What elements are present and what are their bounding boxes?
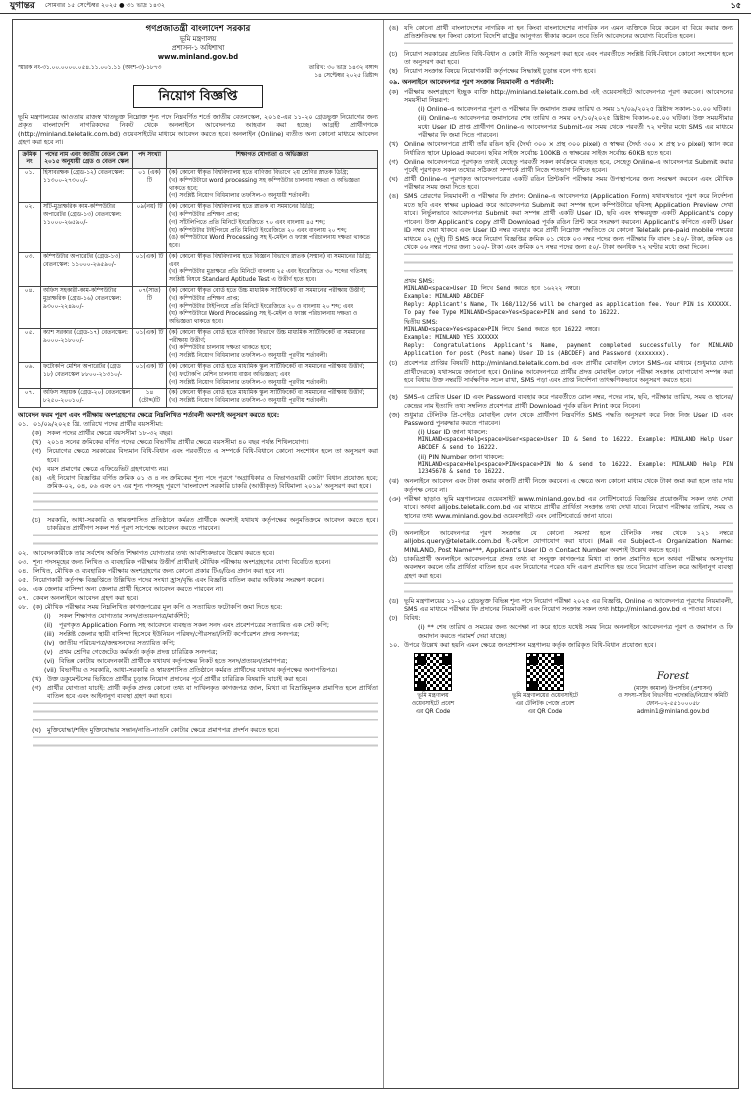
item-number: ০৫. xyxy=(18,576,29,585)
list-item xyxy=(18,474,378,491)
item-text: MINLAND<space>Help<space>PIN<space>PIN No & send to 16222. Example: MINLAND Help PIN 12345678 & send to 16222. xyxy=(417,461,733,476)
item-number: (গ) xyxy=(32,447,42,456)
item-text: সংশ্লিষ্ট জেলার স্থায়ী বাসিন্দা হিসেবে ইউনিয়ন পরিষদ/পৌরসভা/সিটি কর্পোরেশন প্রদত্ত সনদপত্র; xyxy=(59,629,300,638)
item-number: (ট) xyxy=(388,528,398,537)
list-item xyxy=(389,453,733,461)
item-text: SMS প্রেরণের নিয়মাবলী ও পরীক্ষার ফি প্রদান: Online-এ আবেদনপত্র (Application Form) যথাযথভাবে পূরণ করে নির্দেশনা মতে ছবি এবং স্বাক্ষর upload করে আবেদনপত্র Submit করা সম্পন্ন হলে কম্পিউটারে ছবিসহ Application Preview দেখা যাবে। নির্ভুলভাবে আবেদনপত্র Submit করা সম্পন্ন প্রার্থী একটি User ID, ছবি এবং স্বাক্ষরযুক্ত একটি Applicant's copy পাবেন। উক্ত Applicant's copy প্রার্থী Download পূর্বক রঙিন প্রিন্ট করে সংরক্ষণ করবেন। Applicant's কপিতে একটি User ID নম্বর দেয়া থাকবে এবং User ID নম্বর ব্যবহার করে প্রার্থী নিম্নোক্ত পদ্ধতিতে যে কোনো Teletalk pre-paid mobile নম্বরের মাধ্যমে ০২ (দুই) টি SMS করে নিয়োগ বিজ্ঞপ্তির ক্রমিক ০১ থেকে ০৩ নম্বর পদের জন্য পরীক্ষার ফি বাবদ ১৫০/- টাকা, ক্রমিক ০৪ থেকে ০৬ নম্বর পদের জন্য ১০০/- টাকা এবং ক্রমিক ০৭ নম্বর পদের জন্য ৫০/- টাকা অনধিক ৭২ ঘণ্টার মধ্যে জমা দিবেন। xyxy=(403,192,733,252)
signer-info xyxy=(613,670,733,717)
item-number xyxy=(389,327,401,335)
text-continuation xyxy=(404,581,733,597)
list-item xyxy=(389,555,733,580)
item-number xyxy=(403,428,415,436)
item-number: (ড) xyxy=(388,597,399,606)
item-number: (গ) xyxy=(388,157,399,166)
table-row xyxy=(19,363,378,389)
handwritten-signature: Forest xyxy=(656,670,690,682)
item-number xyxy=(389,286,401,294)
item-number: (খ) xyxy=(32,674,42,683)
list-item xyxy=(18,558,378,566)
post-cell: ফটোকপি মেশিন অপারেটর (গ্রেড ১৮) বেতনস্কেল ৮৮০০-২১৩১০/- xyxy=(41,363,133,389)
text-continuation xyxy=(404,41,733,49)
count-cell: ০৭(সাত) টি xyxy=(133,287,167,329)
item-number: (ঙ) xyxy=(32,473,42,482)
requirements-cell xyxy=(167,203,378,253)
item-text: নিয়োগ সংক্রান্ত বিষয়ে নিয়োগকারী কর্তৃপক্ষের সিদ্ধান্তই চূড়ান্ত বলে গণ্য হবে। xyxy=(403,67,596,75)
table-row xyxy=(19,287,378,329)
notice-header xyxy=(18,24,378,62)
list-item xyxy=(389,495,733,520)
requirements-cell xyxy=(167,287,378,329)
item-number: (ঠ) xyxy=(388,554,398,563)
item-number: ০৬. xyxy=(18,585,29,594)
date-bangla: ৩০ ভাদ্র ১৪৩২ বঙ্গাব্দ xyxy=(327,65,378,72)
signer-email[interactable]: admin1@minland.gov.bd xyxy=(636,708,710,715)
requirement-line: (গ) সংশ্লিষ্ট নিয়োগ বিধিমালার তফসিল-৩ অনুযায়ী পূরণীয় শর্তাবলী। xyxy=(169,379,328,386)
item-text: শূন্য পদসমূহের জন্য লিখিত ও ব্যবহারিক পরীক্ষায় উত্তীর্ণ প্রার্থীরাই মৌখিক পরীক্ষায় অংশগ্রহণের যোগ্য বিবেচিত হবেন। xyxy=(33,558,331,567)
table-row xyxy=(19,389,378,408)
vacancy-table xyxy=(18,150,378,408)
serial-cell: ০২. xyxy=(19,203,41,253)
item-text: শুধুমাত্র টেলিটক প্রি-পেইড মোবাইল ফোন থেকে প্রার্থীগণ নিম্নবর্ণিত SMS পদ্ধতি অনুসরণ করে নিজ নিজ User ID এবং Password পুনরুদ্ধার করতে পারবেন। xyxy=(403,410,733,428)
list-item xyxy=(18,657,378,665)
government-name: গণপ্রজাতন্ত্রী বাংলাদেশ সরকার xyxy=(145,24,251,34)
requirements-cell xyxy=(167,328,378,362)
list-item xyxy=(18,726,378,734)
right-column xyxy=(384,20,738,1088)
item-text: পরীক্ষায় অংশগ্রহণে ইচ্ছুক ব্যক্তি http://minland.teletalk.com.bd এই ওয়েবসাইটে আবেদনপত্র পূরণ করবেন। আবেদনের সময়সীমা নিম্নরূপ: xyxy=(403,87,733,105)
requirement-line: (খ) ফটোকপি মেশিন চালনায় বাস্তব অভিজ্ঞতা; এবং xyxy=(169,371,291,378)
item-number xyxy=(403,105,415,113)
item-text: আবেদনকারীকে তার সর্বশেষ অর্জিত শিক্ষাগত যোগ্যতার তথ্য আবশ্যিকভাবে উল্লেখ করতে হবে। xyxy=(33,549,275,558)
list-item xyxy=(389,359,733,384)
list-item xyxy=(18,438,378,446)
item-text: নিয়োগ সরকারের প্রচলিত বিধি-বিধান ও কোটা নীতি অনুসরণ করা হবে এবং পরবর্তীতে সংশ্লিষ্ট বিধি-বিধানে কোনো সংশোধন হলে তা অনুসরণ করা হবে। xyxy=(403,49,733,67)
item-text: MINLAND<space>Yes<space>PIN লিখে Send করতে হবে 16222 নম্বরে। xyxy=(403,327,600,334)
item-number: (ক) xyxy=(32,429,42,438)
item-text: বিভাগীয় ও সরকারি, আধা-সরকারি ও স্বায়ত্তশাসিত প্রতিষ্ঠানে কর্মরত প্রার্থীদের যথাযথ কর্তৃপক্ষের অনাপত্তিপত্র। xyxy=(59,665,338,674)
list-item xyxy=(389,614,733,622)
item-number: ১০. xyxy=(388,640,400,649)
page-number: ১৫ xyxy=(730,1,741,11)
item-text: এক জেলার বাসিন্দা অন্য জেলার প্রার্থী হিসেবে আবেদন করতে পারবেন না। xyxy=(33,585,224,594)
list-item xyxy=(389,24,733,41)
signer-name: (মাসুদ কামাল) উপসচিব (প্রশাসন) xyxy=(633,685,713,692)
item-text: ভূমি মন্ত্রণালয়ের ১১-২০ গ্রেডভুক্ত বিভিন্ন শূন্য পদে নিয়োগ পরীক্ষা ২০২৫ এর বিজ্ঞপ্তি, Online এ আবেদনপত্র পূরণের নিয়মাবলী, SMS এর মাধ্যমে পরীক্ষার ফি প্রদানের নিয়মাবলী এবং নিয়োগ সংক্রান্ত সকল তথ্য http://minland.gov.bd এ পাওয়া যাবে। xyxy=(403,597,733,614)
item-text: To pay fee Type MINLAND<Space>Yes<Space>PIN and send to 16222. xyxy=(403,309,621,316)
intro-paragraph: ভূমি মন্ত্রণালয়ের আওতায় রাজস্ব খাতভুক্ত নিম্নোক্ত শূন্য পদে নিম্নবর্ণিত শর্তে জাতীয় বেতনস্কেল, ২০১৫-এর ১১-২০ গ্রেডভুক্ত নিয়োগের জন্য প্রকৃত বাংলাদেশি নাগরিকদের নিকট থেকে অনলাইনে আবেদনপত্র আহবান করা হচ্ছে। আগ্রহী প্রার্থীগণকে (http://minland.teletalk.com.bd) ওয়েবসাইটের মাধ্যমে আবেদন করতে হবে। অনলাইন (Online) ব্যতীত অন্য কোনো মাধ্যমে আবেদন গ্রহণ করা হবে না। xyxy=(18,112,378,147)
table-row xyxy=(19,328,378,362)
requirement-line: (খ) কম্পিউটার চালনায় দক্ষতা থাকতে হবে; xyxy=(169,345,272,352)
list-item xyxy=(18,447,378,464)
item-text: Online আবেদনপত্রে পূরণকৃত তথ্যই যেহেতু পরবর্তী সকল কার্যক্রমে ব্যবহৃত হবে, সেহেতু Online-এ আবেদনপত্র Submit করার পূর্বেই পূরণকৃত সকল তথ্যের সঠিকতা সম্পর্কে প্রার্থী নিজে শতভাগ নিশ্চিত হবেন। xyxy=(403,157,733,174)
requirement-line: (ক) কোনো স্বীকৃত বোর্ড হতে মাধ্যমিক স্কুল সার্টিফিকেট বা সমমানের পরীক্ষায় উত্তীর্ণ; xyxy=(169,390,365,397)
table-row xyxy=(19,252,378,286)
serial-cell: ০৭. xyxy=(19,389,41,408)
item-text: প্রার্থী Online-এ পূরণকৃত আবেদনপত্রের একটি রঙিন প্রিন্টকপি পরীক্ষার সময় উপস্থাপনের জন্য সংরক্ষণ করবেন এবং মৌখিক পরীক্ষার সময় জমা দিতে হবে। xyxy=(403,174,733,192)
item-number xyxy=(403,453,415,461)
item-text: সরকারি, আধা-সরকারি ও স্বায়ত্তশাসিত প্রতিষ্ঠানে কর্মরত প্রার্থীকে অবশ্যই যথাযথ কর্তৃপক্ষের অনুমতিক্রমে আবেদন করতে হবে। চাকরিরত প্রার্থীগণ সকল শর্ত পূরণ সাপেক্ষে আবেদন করতে পারবেন। xyxy=(47,515,378,533)
requirement-line: (ক) কোনো স্বীকৃত বোর্ড হতে উচ্চ মাধ্যমিক সার্টিফিকেট বা সমমানের পরীক্ষায় উত্তীর্ণ; xyxy=(169,288,366,294)
requirement-line: (খ) কম্পিউটারে word processing সহ কম্পিউটার চালনায় দক্ষতা ও অভিজ্ঞতা থাকতে হবে; xyxy=(169,177,360,192)
item-text: উপরে উল্লেখ করা হয়নি এমন ক্ষেত্রে জনপ্রশাসন মন্ত্রণালয় কর্তৃক জারিকৃত বিধি-বিধান প্রযোজ্য হবে। xyxy=(403,640,656,649)
item-number: ০৮. xyxy=(18,603,29,612)
qr-label: ভূমি মন্ত্রণালয় xyxy=(417,693,449,700)
list-item xyxy=(389,428,733,436)
table-row xyxy=(19,169,378,203)
list-item xyxy=(389,50,733,67)
list-item xyxy=(18,621,378,629)
text-continuation xyxy=(404,252,733,277)
list-item xyxy=(18,429,378,437)
branch-name: প্রশাসন-১ অধিশাখা xyxy=(171,44,225,53)
item-text: প্রবেশপত্র প্রাপ্তির বিষয়টি http://minland.teletalk.com.bd এবং প্রার্থীর মোবাইল ফোনে SMS-এর মাধ্যমে (শুধুমাত্র যোগ্য প্রার্থীদেরকে) যথাসময়ে জানানো হবে। Online আবেদনপত্রে প্রার্থীর প্রদত্ত মোবাইল ফোনে পরীক্ষা সংক্রান্ত যোগাযোগ সম্পন্ন করা হবে বিধায় উক্ত নম্বরটি সার্বক্ষণিক সচল রাখা, SMS পড়া এবং প্রাপ্ত নির্দেশনা তাৎক্ষণিকভাবে অনুসরণ করতে হবে। xyxy=(403,359,733,385)
item-text: নিয়োগের ক্ষেত্রে সরকারের বিদ্যমান বিধি-বিধান এবং পরবর্তীতে এ সম্পর্কে বিধি-বিধানে কোনো সংশোধন হলে তা অনুসরণ করা হবে। xyxy=(47,447,378,464)
qr-ministry-website[interactable] xyxy=(389,653,477,716)
item-number xyxy=(389,335,401,343)
list-item xyxy=(18,576,378,584)
memo-line xyxy=(18,65,378,80)
item-number: (চ) xyxy=(388,49,398,58)
requirement-line: (খ) কম্পিউটার মুদ্রাক্ষরে প্রতি মিনিটে বাংলায় ২৫ এবং ইংরেজিতে ৩০ শব্দের গতিসহ সংশ্লিষ্ট বিষয়ে Standard Aptitude Test এ উত্তীর্ণ হতে হবে। xyxy=(169,269,367,284)
list-item xyxy=(389,597,733,614)
item-text: প্রথম শ্রেণির গেজেটেড কর্মকর্তা কর্তৃক প্রদত্ত চারিত্রিক সনদপত্র; xyxy=(59,647,218,656)
list-item xyxy=(389,294,733,302)
item-number xyxy=(389,310,401,318)
item-number: ০৩. xyxy=(18,558,29,567)
qr-label: ওয়েবসাইটে প্রবেশ xyxy=(411,700,455,707)
item-text: এই নিয়োগ বিজ্ঞপ্তির বর্ণিত ক্রমিক ০১ ও ৪ নং ক্রমিকের শূন্য পদে পূরণে 'অগ্রাধিকার ও বিভাগওয়ারী কোটা' বিধান প্রযোজ্য হবে; ক্রমিক-০২, ০৪, ০৬ এবং ০৭ এর শূন্য পদসমূহ পূরণে 'বাংলাদেশ সরকারি চাকরি (আত্তীকৃত) বিধিমালা ২০১৯' অনুসরণ করা হবে। xyxy=(47,473,378,491)
conditions-list xyxy=(18,420,378,751)
item-number: (ঙ) xyxy=(388,192,399,201)
signature-block xyxy=(389,653,733,716)
item-number: (ঘ) xyxy=(32,464,41,473)
text-continuation xyxy=(33,701,378,726)
item-number: (গ) xyxy=(32,683,42,692)
item-number: (ছ) xyxy=(388,393,398,402)
count-cell: ০১(এক) টি xyxy=(133,252,167,286)
item-number: (খ) xyxy=(32,438,42,447)
notice-frame xyxy=(12,19,739,1089)
conditions-title: আবেদন ফরম পূরণ এবং পরীক্ষায় অংশগ্রহণের ক্ষেত্রে নিম্নলিখিত শর্তাবলী অবশ্যই অনুসরণ করতে হবে: xyxy=(18,410,280,419)
item-number: ০১. xyxy=(18,420,29,429)
table-row xyxy=(19,203,378,253)
item-text: বিবিধ: xyxy=(403,614,421,623)
item-number xyxy=(403,462,415,477)
list-item xyxy=(389,343,733,358)
item-number xyxy=(389,277,401,285)
item-number: ০২. xyxy=(18,549,29,558)
requirement-line: (গ) সাঁটলিপিতে প্রতি মিনিটে ইংরেজিতে ৭০ এবং বাংলায় ৪৫ শব্দ; xyxy=(169,219,326,226)
item-text: SMS-এ প্রেরিত User ID এবং Password ব্যবহার করে পরবর্তীতে রোল নম্বর, পদের নাম, ছবি, পরীক্ষার তারিখ, সময় ও স্থানের/কেন্দ্রের নাম ইত্যাদি তথ্য সম্বলিত প্রবেশপত্র প্রার্থী Download পূর্বক রঙিন Print করে নিবেন। xyxy=(403,393,733,410)
list-item xyxy=(389,477,733,494)
list-item xyxy=(389,411,733,428)
item-number: (vi) xyxy=(44,656,55,665)
conditions-continued-list xyxy=(389,24,733,75)
requirement-line: (গ) কম্পিউটার টাইপিংয়ে প্রতি মিনিটে ইংরেজিতে ২০ ও বাংলায় ২০ শব্দ; এবং xyxy=(169,303,354,310)
requirements-cell xyxy=(167,363,378,389)
item-text: (i) ** শেষ তারিখ ও সময়ের জন্য অপেক্ষা না করে হাতে যথেষ্ট সময় নিয়ে অনলাইনে আবেদনপত্র পূরণ ও জমাদান ও ফি জমাদান করতে পরামর্শ দেয়া যাচ্ছে। xyxy=(417,623,733,640)
item-number: (চ) xyxy=(388,359,398,368)
count-cell: ০১ (এক) টি xyxy=(133,169,167,203)
list-item xyxy=(389,114,733,139)
date-english: ১৪ সেপ্টেম্বর ২০২৫ খ্রিষ্টাব্দ xyxy=(314,72,378,79)
qr-label: এর QR Code xyxy=(415,708,451,715)
item-number xyxy=(403,623,415,640)
ministry-website[interactable]: www.minland.gov.bd xyxy=(157,53,239,62)
item-text: সকল শিক্ষাগত যোগ্যতার সনদ/প্রত্যয়নপত্র/মার্কশিট; xyxy=(59,612,190,621)
online-rules-list xyxy=(389,88,733,649)
text-continuation xyxy=(33,491,378,516)
item-number xyxy=(389,302,401,310)
memo-date xyxy=(309,65,378,80)
item-text: প্রথম SMS: xyxy=(403,276,435,285)
item-text: Reply: Applicant's Name, Tk 168/112/56 will be charged as application fee. Your PIN is XXXXXX. xyxy=(403,301,733,308)
memo-number: স্মারক নং-৩১.০০.০০০০.০৫৪.১১.০০১.১১ (অংশ-৩)-১৮৭৩ xyxy=(18,65,162,72)
requirement-line: (ক) কোনো স্বীকৃত বিশ্ববিদ্যালয় হতে বাণিজ্য বিভাগে ২য় শ্রেণির স্নাতক ডিগ্রি; xyxy=(169,170,349,177)
item-text: (i) User ID জানা থাকলে: xyxy=(417,428,488,436)
requirement-line: (ক) কোনো স্বীকৃত বোর্ড হতে বাণিজ্য বিভাগে উচ্চ মাধ্যমিক সার্টিফিকেট বা সমমানের পরীক্ষায় উত্তীর্ণ; xyxy=(169,329,365,344)
list-item xyxy=(18,603,378,611)
item-number xyxy=(389,294,401,302)
list-item xyxy=(18,465,378,473)
requirement-line: (খ) সংশ্লিষ্ট নিয়োগ বিধিমালার তফসিল-৩ অনুযায়ী পূরণীয় শর্তাবলী। xyxy=(169,398,328,405)
col-header-count: পদ সংখ্যা xyxy=(133,150,167,169)
table-header-row xyxy=(19,150,378,169)
serial-cell: ০৫. xyxy=(19,328,41,362)
list-item xyxy=(389,393,733,410)
item-number: (ছ) xyxy=(388,67,398,75)
count-cell: ০৯(নয়) টি xyxy=(133,203,167,253)
list-item xyxy=(18,567,378,575)
item-number xyxy=(403,114,415,139)
qr-label: এর QR Code xyxy=(527,708,563,715)
item-text: মুক্তিযোদ্ধা/শহিদ মুক্তিযোদ্ধার সন্তান/নাতি-নাতনি কোটার ক্ষেত্রে প্রমাণপত্র প্রদর্শন করতে হবে। xyxy=(47,725,280,734)
item-text: Example: MINLAND YES XXXXXX xyxy=(403,335,499,342)
post-cell: অফিস সহকারী-কাম-কম্পিউটার মুদ্রাক্ষরিক (গ্রেড-১৬) বেতনস্কেল: ৯৩০০-২২৪৯০/- xyxy=(41,287,133,329)
left-column xyxy=(13,20,384,1088)
list-item xyxy=(18,420,378,428)
item-text: উক্ত ডকুমেন্টসের ভিত্তিতে প্রার্থীর চূড়ান্ত নিয়োগ প্রদানের পূর্বে প্রার্থীর চারিত্রিক বিষয়াদি যাচাই করা হবে। xyxy=(47,674,308,683)
list-item xyxy=(389,462,733,477)
list-item xyxy=(389,335,733,343)
text-continuation xyxy=(33,735,378,751)
post-cell: হিসাবরক্ষক (গ্রেড-১২) বেতনস্কেল: ১১৩০০-২৭৩০০/- xyxy=(41,169,133,203)
list-item xyxy=(389,105,733,113)
item-text: যদি কোনো প্রার্থী বাংলাদেশের নাগরিক না হন কিংবা বাংলাদেশের নাগরিক নন এমন ব্যক্তিকে বিয়ে করেন বা বিয়ে করার জন্য প্রতিশ্রুতিবদ্ধ হন কিংবা কোনো বিদেশি রাষ্ট্রের আনুগত্য স্বীকার করেন তবে তিনি আবেদনের অযোগ্য বিবেচিত হবেন। xyxy=(403,24,733,41)
list-item xyxy=(389,641,733,649)
post-cell: সাঁট-মুদ্রাক্ষরিক কাম-কম্পিউটার অপারেটর (গ্রেড-১৩) বেতনস্কেল: ১১০০০-২৬৫৯০/- xyxy=(41,203,133,253)
col-header-requirements: শিক্ষাগত যোগ্যতা ও অভিজ্ঞতা xyxy=(167,150,378,169)
item-number: (ii) xyxy=(44,621,53,630)
date-label: তারিখ: xyxy=(308,65,326,72)
requirements-cell xyxy=(167,389,378,408)
item-text: লিখিত, মৌখিক ও ব্যবহারিক পরীক্ষায় অংশগ্রহণের জন্য কোনো প্রকার টিএ/ডিএ প্রদান করা হবে না। xyxy=(33,567,285,576)
item-text: নিয়োগকারী কর্তৃপক্ষ বিজ্ঞপ্তিতে উল্লিখিত পদের সংখ্যা হ্রাস/বৃদ্ধি এবং বিজ্ঞপ্তি বাতিল করার অধিকার সংরক্ষণ করেন। xyxy=(33,576,324,585)
count-cell: ১৪ (চৌদ্দ)টি xyxy=(133,389,167,408)
col-header-post: পদের নাম এবং জাতীয় বেতন স্কেল ২০১৫ অনুযায়ী গ্রেড ও বেতন স্কেল xyxy=(41,150,133,169)
qr-code-icon xyxy=(526,653,564,691)
item-number: (খ) xyxy=(388,140,399,149)
count-cell: ০১(এক) টি xyxy=(133,328,167,362)
item-number: ০৭. xyxy=(18,594,29,603)
item-number: (vii) xyxy=(44,665,57,674)
list-item xyxy=(389,623,733,640)
list-item xyxy=(389,277,733,285)
requirement-line: (ক) কোনো স্বীকৃত বোর্ড হতে মাধ্যমিক স্কুল সার্টিফিকেট বা সমমানের পরীক্ষায় উত্তীর্ণ; xyxy=(169,364,365,371)
count-cell: ০১(এক) টি xyxy=(133,363,167,389)
list-item xyxy=(389,529,733,554)
newspaper-masthead xyxy=(0,0,751,14)
item-text: (ii) PIN Number জানা থাকলে: xyxy=(417,452,505,461)
text-continuation xyxy=(404,521,733,529)
item-number: (ঙ) xyxy=(388,24,399,32)
item-number: (ঢ) xyxy=(388,614,398,623)
item-text: কেবল অনলাইনে আবেদন গ্রহণ করা হবে। xyxy=(33,594,139,603)
item-number: (ঝ) xyxy=(388,477,399,486)
signer-phone: ফোন-০২-৫৫১০০০৫৮ xyxy=(646,700,700,707)
newspaper-logo: যুগান্তর xyxy=(10,0,35,11)
item-number: (ঘ) xyxy=(32,725,41,734)
item-number xyxy=(389,318,401,326)
list-item xyxy=(18,630,378,638)
item-text: জাতীয় পরিচয়পত্র/জন্মসনদের সত্যায়িত কপি; xyxy=(59,638,176,647)
serial-cell: ০৬. xyxy=(19,363,41,389)
list-item xyxy=(18,594,378,602)
requirement-line: (খ) কম্পিউটার প্রশিক্ষণ প্রাপ্ত; xyxy=(169,211,240,218)
qr-teletalk-page[interactable] xyxy=(501,653,589,716)
item-text: (i) Online-এ আবেদনপত্র পূরণ ও পরীক্ষার ফি জমাদান শুরুর তারিখ ও সময় ১৭/০৯/২০২৫ খ্রিষ্টাব্দ সকাল-১০.০০ ঘটিকা। xyxy=(417,105,731,114)
vacancy-table-body xyxy=(19,169,378,408)
item-text: পূরণকৃত Application Form সহ আবেদনে ব্যবহৃত সকল সনদ এবং প্রবেশপত্রের সত্যায়িত এক সেট কপি; xyxy=(59,621,329,630)
item-text: চাকরিপ্রার্থী অনলাইনে আবেদনপত্রে প্রদত্ত তথ্য বা সংযুক্ত কাগজপত্র মিথ্যা বা জাল প্রমাণিত হলে অথবা পরীক্ষায় অসদুপায় অবলম্বন করলে তাঁর প্রার্থিতা বাতিল হবে এবং নিয়োগের পরেও যদি এরূপ প্রমাণিত হয় তবে নিয়োগ বাতিল করে আইনানুগ ব্যবস্থা গ্রহণ করা হবে। xyxy=(403,554,733,580)
post-cell: অফিস সহায়ক (গ্রেড-২০) বেতনস্কেল ৮২৫০-২০০১০/- xyxy=(41,389,133,408)
signer-role: ও সদস্য-সচিব বিভাগীয় পদোন্নতি/নিয়োগ কমিটি xyxy=(617,693,729,700)
item-number: (v) xyxy=(44,647,53,656)
item-number: (জ) xyxy=(388,410,400,419)
requirement-line: (ঘ) কম্পিউটার টাইপিংয়ে প্রতি মিনিটে ইংরেজিতে ২০ এবং বাংলায় ২০ শব্দ; xyxy=(169,227,347,234)
item-text: ২০১৪ সনের ক্রমিকের বর্ণিত পদের ক্ষেত্রে বিভাগীয় প্রার্থীর ক্ষেত্রে বয়সসীমা ৪০ বছর পর্যন্ত শিথিলযোগ্য। xyxy=(47,438,309,447)
item-number: (ক) xyxy=(388,87,399,96)
serial-cell: ০৩. xyxy=(19,252,41,286)
requirements-cell xyxy=(167,252,378,286)
list-item xyxy=(389,175,733,192)
requirement-line: (ক) কোনো স্বীকৃত বিশ্ববিদ্যালয় হতে স্নাতক বা সমমানের ডিগ্রি; xyxy=(169,204,315,211)
text-continuation xyxy=(33,533,378,549)
item-number xyxy=(389,343,401,358)
item-number: (i) xyxy=(44,612,51,621)
item-text: MINLAND<space>Help<space>User<space>User ID & Send to 16222. Example: MINLAND Help User ABCDEF & send to 16222. xyxy=(417,436,733,451)
item-text: বিভিন্ন কোটায় আবেদনকারী প্রার্থীকে যথাযথ কর্তৃপক্ষের নিকট হতে সনদ/প্রত্যয়ন/প্রমাণপত্র; xyxy=(59,656,288,665)
qr-label: এর টেলিটক পেজে প্রবেশ xyxy=(515,700,575,707)
qr-code-icon xyxy=(414,653,452,691)
col-header-serial: ক্রমিক নং xyxy=(19,150,41,169)
qr-label: ভূমি মন্ত্রণালয়ের ওয়েবসাইটে xyxy=(512,693,578,700)
list-item xyxy=(389,67,733,75)
item-number: (ঘ) xyxy=(388,174,398,183)
list-item xyxy=(18,675,378,683)
item-text: (ক) মৌখিক পরীক্ষার সময় নিম্নলিখিত কাগজপত্রের মূল কপি ও সত্যায়িত ফটোকপি জমা দিতে হবে: xyxy=(33,603,283,612)
issue-date: সোমবার ১৫ সেপ্টেম্বর ২০২৫ ● ৩১ ভাদ্র ১৪৩২ xyxy=(44,2,166,10)
requirement-line: (ঘ) কম্পিউটারে Word Processing সহ ই-মেইল ও ফ্যাক্স পরিচালনায় দক্ষতা ও অভিজ্ঞতা থাকতে হবে। xyxy=(169,311,358,326)
list-item xyxy=(389,286,733,294)
list-item xyxy=(18,612,378,620)
list-item xyxy=(389,140,733,157)
text-continuation xyxy=(404,385,733,393)
requirements-cell xyxy=(167,169,378,203)
item-text: Example: MINLAND ABCDEF xyxy=(403,293,485,300)
item-number: (চ) xyxy=(32,515,41,524)
requirement-line: (গ) সংশ্লিষ্ট নিয়োগ বিধিমালার তফসিল-৩ অনুযায়ী পূরণীয় শর্তাবলী। xyxy=(169,353,328,360)
item-text: প্রার্থীর যোগ্যতা যাচাই: প্রার্থী কর্তৃক প্রদত্ত কোনো তথ্য বা দাখিলকৃত কাগজপত্র জাল, মিথ্যা বা বিভ্রান্তিমূলক প্রমাণিত হলে প্রার্থিতা বাতিল হবে এবং আইনানুগ ব্যবস্থা গ্রহণ করা হবে। xyxy=(47,683,378,701)
requirement-line: (ক) কোনো স্বীকৃত বিশ্ববিদ্যালয় হতে বিজ্ঞান বিভাগে স্নাতক (সম্মান) বা সমমানের ডিগ্রি; এবং xyxy=(169,253,372,268)
post-cell: কম্পিউটার অপারেটর (গ্রেড-১৩) বেতনস্কেল: ১১০০০-২৬৫৯০/- xyxy=(41,252,133,286)
item-text: (ii) Online-এ আবেদনপত্র জমাদানের শেষ তারিখ ও সময় ০৭/১০/২০২৫ খ্রিষ্টাব্দ বিকাল-০৫.০০ ঘটিকা। উক্ত সময়সীমার মধ্যে User ID প্রাপ্ত প্রার্থীগণ Online-এ আবেদনপত্র Submit-এর সময় থেকে পরবর্তী ৭২ ঘণ্টার মধ্যে SMS এর মাধ্যমে পরীক্ষার ফি জমা দিতে পারবেন। xyxy=(417,114,733,140)
list-item xyxy=(389,88,733,105)
serial-cell: ০১. xyxy=(19,169,41,203)
online-rules-title: ০৯. অনলাইনে আবেদনপত্র পূরণ সংক্রান্ত নিয়মাবলী ও শর্তাবলী: xyxy=(388,78,554,87)
list-item xyxy=(389,158,733,175)
item-text: Reply: Congratulations Applicant's Name, payment completed successfully for MINLAND Application for post (Post name) User ID is (ABCDEF) and Password (xxxxxxx). xyxy=(403,343,733,357)
list-item xyxy=(18,585,378,593)
item-text: দ্বিতীয় SMS: xyxy=(403,318,438,327)
list-item xyxy=(389,310,733,318)
requirement-line: (গ) সংশ্লিষ্ট নিয়োগ বিধিমালার তফসিল-৩ অনুযায়ী শর্তাবলী। xyxy=(169,193,310,200)
requirement-line: (ঙ) কম্পিউটারে Word Processing সহ ই-মেইল ও ফ্যাক্স পরিচালনায় দক্ষতা থাকতে হবে। xyxy=(169,235,370,250)
list-item xyxy=(389,302,733,310)
list-item xyxy=(389,437,733,452)
item-number: (ঞ) xyxy=(388,494,401,503)
post-cell: ক্যাশ সরকার (গ্রেড-১৭) বেতনস্কেল: ৯০০০-২১৮০০/- xyxy=(41,328,133,362)
item-number: ০৪. xyxy=(18,567,29,576)
list-item xyxy=(18,549,378,557)
item-text: ০১/০৯/২০২৫ খ্রি. তারিখে পদের প্রার্থীর বয়সসীমা: xyxy=(33,420,164,429)
item-text: বয়স প্রমাণের ক্ষেত্রে এফিডেভিট গ্রহণযোগ্য নয়। xyxy=(47,464,169,473)
list-item xyxy=(18,684,378,701)
item-text: MINLAND<space>User ID লিখে Send করতে হবে ১৬২২২ নম্বরে। xyxy=(403,285,581,292)
item-number xyxy=(403,437,415,452)
item-text: Online আবেদনপত্রে প্রার্থী তাঁর রঙিন ছবি (দৈর্ঘ্য ৩০০ × প্রস্থ ৩০০ pixel) ও স্বাক্ষর (দৈর্ঘ্য ৩০০ × প্রস্থ ৮০ pixel) স্ক্যান করে নির্ধারিত স্থানে Upload করবেন। ছবির সাইজ সর্বোচ্চ 100KB ও স্বাক্ষরের সাইজ সর্বোচ্চ 60KB হতে হবে। xyxy=(403,140,733,157)
list-item xyxy=(18,639,378,647)
list-item xyxy=(18,516,378,533)
list-item xyxy=(389,192,733,251)
list-item xyxy=(389,327,733,335)
serial-cell: ০৪. xyxy=(19,287,41,329)
requirement-line: (খ) কম্পিউটার প্রশিক্ষণ প্রাপ্ত; xyxy=(169,295,240,302)
list-item xyxy=(18,666,378,674)
item-text: অনলাইনে আবেদন এবং টাকা জমার কাজটি প্রার্থী নিজে করবেন। এ ক্ষেত্রে অন্য কোনো মাধ্যম থেকে টাকা জমা করা হলে তার দায় কর্তৃপক্ষ নেবে না। xyxy=(403,477,733,494)
item-number: (iv) xyxy=(44,638,55,647)
page-title: নিয়োগ বিজ্ঞপ্তি xyxy=(133,85,263,108)
item-text: অনলাইনে আবেদনপত্র পূরণ সংক্রান্ত যে কোনো সমস্যা হলে টেলিটক নম্বর থেকে ১২১ নম্বরে alljobs.query@teletalk.com.bd ই-মেইলে যোগাযোগ করা যাবে। (Mail এর Subject-এ Organization Name: MINLAND, Post Name***, Applicant's User ID ও Contact Number অবশ্যই উল্লেখ করতে হবে)। xyxy=(403,528,733,554)
ministry-name: ভূমি মন্ত্রণালয় xyxy=(179,35,217,44)
item-text: সকল পদের প্রার্থীর ক্ষেত্রে বয়সসীমা ১৮-৩২ বছর। xyxy=(47,429,173,438)
item-text: পরীক্ষা ছাড়াও ভূমি মন্ত্রণালয়ের ওয়েবসাইট www.minland.gov.bd এর নোটিশবোর্ডে বিজ্ঞপ্তির প্রয়োজনীয় সকল তথ্য দেখা যাবে। অথবা alljobs.teletalk.com.bd এর মাধ্যমে প্রার্থীর প্রার্থিতা সংক্রান্ত তথ্য দেখা যাবে। নিয়োগ পরীক্ষার তারিখ, সময় ও স্থানের তথ্য www.minland.gov.bd ওয়েবসাইটে এবং নোটিশবোর্ডে জানা যাবে। xyxy=(403,494,733,520)
list-item xyxy=(389,318,733,326)
item-number: (iii) xyxy=(44,629,55,638)
list-item xyxy=(18,648,378,656)
